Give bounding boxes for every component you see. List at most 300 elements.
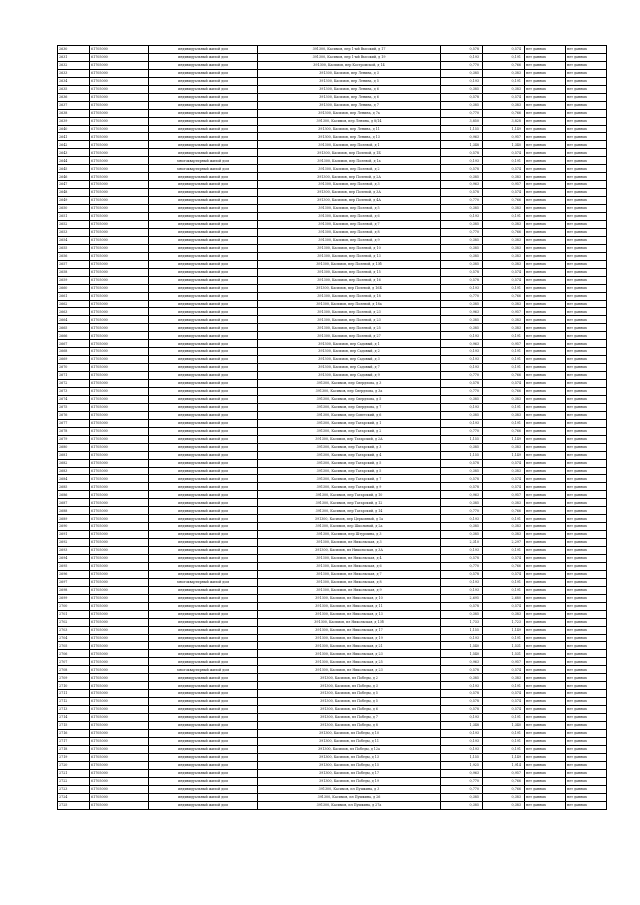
value-2-cell: 0,766 (483, 292, 525, 300)
address-cell: 391300, Касимов, пер Полевой, д 4А (258, 197, 441, 205)
building-type-cell: индивидуальный жилой дом (149, 364, 258, 372)
building-type-cell: индивидуальный жилой дом (149, 586, 258, 594)
note-1-cell: нет данных (525, 149, 566, 157)
note-2-cell: нет данных (566, 578, 607, 586)
table-row (58, 324, 607, 332)
value-2-cell: 0,574 (483, 149, 525, 157)
value-1-cell: 0,770 (441, 785, 483, 793)
building-type-cell: индивидуальный жилой дом (149, 300, 258, 308)
value-2-cell: 0,766 (483, 562, 525, 570)
note-2-cell: нет данных (566, 284, 607, 292)
row-number-cell: 2693 (58, 547, 90, 555)
address-cell: 391300, Касимов, пл Пушкина, д 26 (258, 793, 441, 801)
note-2-cell: нет данных (566, 769, 607, 777)
note-2-cell: нет данных (566, 300, 607, 308)
note-2-cell: нет данных (566, 547, 607, 555)
note-2-cell: нет данных (566, 666, 607, 674)
address-cell: 391300, Касимов, пер Церковный, д 1а (258, 515, 441, 523)
value-1-cell: 0,578 (441, 666, 483, 674)
note-2-cell: нет данных (566, 737, 607, 745)
building-type-cell: индивидуальный жилой дом (149, 555, 258, 563)
note-2-cell: нет данных (566, 157, 607, 165)
value-2-cell: 0,574 (483, 93, 525, 101)
table-row (58, 316, 607, 324)
note-1-cell: нет данных (525, 515, 566, 523)
note-2-cell: нет данных (566, 507, 607, 515)
row-number-cell: 2722 (58, 777, 90, 785)
value-1-cell: 0,193 (441, 356, 483, 364)
building-type-cell: индивидуальный жилой дом (149, 149, 258, 157)
code-cell: 61705000 (90, 578, 149, 586)
note-2-cell: нет данных (566, 777, 607, 785)
address-cell: 391300, Касимов, пл Никольская, д 8 (258, 578, 441, 586)
address-cell: 391300, Касимов, пер Полевой, д 2 (258, 165, 441, 173)
row-number-cell: 2694 (58, 555, 90, 563)
building-type-cell: индивидуальный жилой дом (149, 523, 258, 531)
value-2-cell: 0,574 (483, 475, 525, 483)
code-cell: 61705000 (90, 348, 149, 356)
address-cell: 391300, Касимов, пл Никольская, д 17 (258, 626, 441, 634)
row-number-cell: 2702 (58, 618, 90, 626)
table-row (58, 507, 607, 515)
note-2-cell: нет данных (566, 562, 607, 570)
note-2-cell: нет данных (566, 348, 607, 356)
note-1-cell: нет данных (525, 348, 566, 356)
note-2-cell: нет данных (566, 698, 607, 706)
table-row (58, 618, 607, 626)
row-number-cell: 2682 (58, 459, 90, 467)
code-cell: 61705000 (90, 594, 149, 602)
value-1-cell: 0,193 (441, 586, 483, 594)
value-1-cell: 1,155 (441, 435, 483, 443)
row-number-cell: 2630 (58, 46, 90, 54)
code-cell: 61705000 (90, 451, 149, 459)
note-1-cell: нет данных (525, 729, 566, 737)
value-2-cell: 0,766 (483, 785, 525, 793)
note-2-cell: нет данных (566, 618, 607, 626)
building-type-cell: индивидуальный жилой дом (149, 276, 258, 284)
note-2-cell: нет данных (566, 443, 607, 451)
note-2-cell: нет данных (566, 467, 607, 475)
code-cell: 61705000 (90, 244, 149, 252)
table-row (58, 753, 607, 761)
value-1-cell: 1,155 (441, 626, 483, 634)
value-2-cell: 0,383 (483, 411, 525, 419)
table-row (58, 244, 607, 252)
table-row (58, 666, 607, 674)
note-2-cell: нет данных (566, 93, 607, 101)
building-type-cell: индивидуальный жилой дом (149, 69, 258, 77)
code-cell: 61705000 (90, 252, 149, 260)
code-cell: 61705000 (90, 722, 149, 730)
value-1-cell: 0,385 (441, 205, 483, 213)
code-cell: 61705000 (90, 777, 149, 785)
value-2-cell: 0,574 (483, 459, 525, 467)
address-cell: 391300, Касимов, пл Никольская, д 23 (258, 666, 441, 674)
address-cell: 391300, Касимов, пер 1-ый Высокий, д 17 (258, 46, 441, 54)
code-cell: 61705000 (90, 197, 149, 205)
note-1-cell: нет данных (525, 411, 566, 419)
value-2-cell: 0,574 (483, 666, 525, 674)
row-number-cell: 2692 (58, 539, 90, 547)
note-1-cell: нет данных (525, 443, 566, 451)
note-1-cell: нет данных (525, 793, 566, 801)
address-cell: 391300, Касимов, пл Никольская, д 13 (258, 610, 441, 618)
table-row (58, 173, 607, 181)
code-cell: 61705000 (90, 610, 149, 618)
value-1-cell: 0,193 (441, 737, 483, 745)
value-1-cell: 0,385 (441, 523, 483, 531)
note-2-cell: нет данных (566, 483, 607, 491)
note-1-cell: нет данных (525, 531, 566, 539)
note-1-cell: нет данных (525, 753, 566, 761)
note-1-cell: нет данных (525, 586, 566, 594)
value-2-cell: 0,191 (483, 419, 525, 427)
building-type-cell: многоквартирный жилой дом (149, 157, 258, 165)
building-type-cell: индивидуальный жилой дом (149, 714, 258, 722)
note-1-cell: нет данных (525, 483, 566, 491)
value-2-cell: 0,957 (483, 308, 525, 316)
row-number-cell: 2684 (58, 475, 90, 483)
note-1-cell: нет данных (525, 451, 566, 459)
table-row (58, 332, 607, 340)
value-2-cell: 0,574 (483, 570, 525, 578)
note-2-cell: нет данных (566, 523, 607, 531)
value-1-cell: 1,733 (441, 618, 483, 626)
row-number-cell: 2635 (58, 85, 90, 93)
note-2-cell: нет данных (566, 515, 607, 523)
table-row (58, 292, 607, 300)
address-cell: 391300, Касимов, пл Победы, д 13 (258, 753, 441, 761)
value-2-cell: 0,383 (483, 101, 525, 109)
value-2-cell: 1,723 (483, 618, 525, 626)
code-cell: 61705000 (90, 427, 149, 435)
value-2-cell: 2,297 (483, 539, 525, 547)
value-2-cell: 2,680 (483, 594, 525, 602)
building-type-cell: индивидуальный жилой дом (149, 769, 258, 777)
building-type-cell: индивидуальный жилой дом (149, 729, 258, 737)
note-1-cell: нет данных (525, 690, 566, 698)
value-2-cell: 0,383 (483, 610, 525, 618)
building-type-cell: индивидуальный жилой дом (149, 515, 258, 523)
table-row (58, 165, 607, 173)
note-1-cell: нет данных (525, 189, 566, 197)
note-1-cell: нет данных (525, 324, 566, 332)
value-1-cell: 0,770 (441, 228, 483, 236)
building-type-cell: индивидуальный жилой дом (149, 372, 258, 380)
building-type-cell: индивидуальный жилой дом (149, 419, 258, 427)
code-cell: 61705000 (90, 737, 149, 745)
building-type-cell: индивидуальный жилой дом (149, 507, 258, 515)
address-cell: 391300, Касимов, пер Полевой, д 5 (258, 205, 441, 213)
row-number-cell: 2703 (58, 626, 90, 634)
value-1-cell: 0,963 (441, 658, 483, 666)
value-1-cell: 0,578 (441, 380, 483, 388)
note-2-cell: нет данных (566, 77, 607, 85)
value-1-cell: 0,770 (441, 777, 483, 785)
code-cell: 61705000 (90, 387, 149, 395)
address-cell: 391300, Касимов, пер Полевой, д 16Б (258, 284, 441, 292)
value-1-cell: 1,155 (441, 451, 483, 459)
address-cell: 391300, Касимов, пер Полевой, д 18 (258, 292, 441, 300)
code-cell: 61705000 (90, 674, 149, 682)
address-cell: 391300, Касимов, пер Полевой, д 13б (258, 260, 441, 268)
address-cell: 391300, Касимов, пер Ленина, д 3 (258, 69, 441, 77)
value-2-cell: 0,957 (483, 658, 525, 666)
note-2-cell: нет данных (566, 745, 607, 753)
row-number-cell: 2695 (58, 562, 90, 570)
address-cell: 391300, Касимов, пер Свердлова, д 3а (258, 387, 441, 395)
table-row (58, 85, 607, 93)
note-1-cell: нет данных (525, 777, 566, 785)
note-2-cell: нет данных (566, 101, 607, 109)
value-2-cell: 0,574 (483, 46, 525, 54)
row-number-cell: 2719 (58, 753, 90, 761)
value-1-cell: 0,770 (441, 292, 483, 300)
address-cell: 391300, Касимов, пл Никольская, д 6 (258, 562, 441, 570)
value-1-cell: 0,770 (441, 109, 483, 117)
code-cell: 61705000 (90, 491, 149, 499)
note-1-cell: нет данных (525, 276, 566, 284)
row-number-cell: 2660 (58, 284, 90, 292)
value-2-cell: 0,383 (483, 523, 525, 531)
address-cell: 391300, Касимов, пер Татарский, д 10 (258, 491, 441, 499)
building-type-cell: индивидуальный жилой дом (149, 570, 258, 578)
address-cell: 391300, Касимов, пер Ленина, д 6 (258, 85, 441, 93)
building-type-cell: индивидуальный жилой дом (149, 348, 258, 356)
building-type-cell: индивидуальный жилой дом (149, 539, 258, 547)
address-cell: 391300, Касимов, пл Победы, д 12а (258, 745, 441, 753)
table-row (58, 419, 607, 427)
building-type-cell: индивидуальный жилой дом (149, 650, 258, 658)
note-1-cell: нет данных (525, 181, 566, 189)
value-2-cell: 0,766 (483, 507, 525, 515)
code-cell: 61705000 (90, 570, 149, 578)
housing-table (57, 45, 607, 810)
note-2-cell: нет данных (566, 117, 607, 125)
value-2-cell: 0,766 (483, 427, 525, 435)
row-number-cell: 2666 (58, 332, 90, 340)
note-2-cell: нет данных (566, 340, 607, 348)
row-number-cell: 2676 (58, 411, 90, 419)
building-type-cell: индивидуальный жилой дом (149, 459, 258, 467)
note-2-cell: нет данных (566, 658, 607, 666)
note-1-cell: нет данных (525, 117, 566, 125)
note-2-cell: нет данных (566, 729, 607, 737)
note-1-cell: нет данных (525, 650, 566, 658)
note-2-cell: нет данных (566, 555, 607, 563)
address-cell: 391300, Касимов, пл Победы, д 8 (258, 722, 441, 730)
value-1-cell: 0,963 (441, 340, 483, 348)
value-1-cell: 0,385 (441, 411, 483, 419)
address-cell: 391300, Касимов, пл Никольская, д 4 (258, 555, 441, 563)
table-row (58, 570, 607, 578)
value-2-cell: 1,340 (483, 141, 525, 149)
row-number-cell: 2641 (58, 133, 90, 141)
note-2-cell: нет данных (566, 276, 607, 284)
building-type-cell: индивидуальный жилой дом (149, 284, 258, 292)
code-cell: 61705000 (90, 658, 149, 666)
note-2-cell: нет данных (566, 316, 607, 324)
note-1-cell: нет данных (525, 141, 566, 149)
value-1-cell: 0,963 (441, 181, 483, 189)
row-number-cell: 2701 (58, 610, 90, 618)
note-1-cell: нет данных (525, 77, 566, 85)
row-number-cell: 2711 (58, 690, 90, 698)
table-row (58, 252, 607, 260)
code-cell: 61705000 (90, 125, 149, 133)
code-cell: 61705000 (90, 268, 149, 276)
address-cell: 391300, Касимов, пл Победы, д 19 (258, 777, 441, 785)
note-1-cell: нет данных (525, 682, 566, 690)
note-2-cell: нет данных (566, 793, 607, 801)
note-1-cell: нет данных (525, 722, 566, 730)
address-cell: 391300, Касимов, пл Победы, д 17 (258, 769, 441, 777)
value-1-cell: 0,770 (441, 197, 483, 205)
table-row (58, 109, 607, 117)
note-2-cell: нет данных (566, 499, 607, 507)
address-cell: 391300, Касимов, пер Полевой, д 1а (258, 157, 441, 165)
building-type-cell: индивидуальный жилой дом (149, 387, 258, 395)
row-number-cell: 2698 (58, 586, 90, 594)
building-type-cell: индивидуальный жилой дом (149, 435, 258, 443)
note-2-cell: нет данных (566, 324, 607, 332)
building-type-cell: индивидуальный жилой дом (149, 531, 258, 539)
value-2-cell: 0,574 (483, 483, 525, 491)
address-cell: 391300, Касимов, пер Ленина, д 11 (258, 125, 441, 133)
building-type-cell: индивидуальный жилой дом (149, 125, 258, 133)
building-type-cell: индивидуальный жилой дом (149, 793, 258, 801)
row-number-cell: 2653 (58, 228, 90, 236)
table-row (58, 125, 607, 133)
note-1-cell: нет данных (525, 658, 566, 666)
building-type-cell: индивидуальный жилой дом (149, 109, 258, 117)
value-1-cell: 0,385 (441, 801, 483, 809)
building-type-cell: индивидуальный жилой дом (149, 173, 258, 181)
row-number-cell: 2686 (58, 491, 90, 499)
note-1-cell: нет данных (525, 618, 566, 626)
note-1-cell: нет данных (525, 499, 566, 507)
building-type-cell: индивидуальный жилой дом (149, 475, 258, 483)
code-cell: 61705000 (90, 618, 149, 626)
value-2-cell: 0,766 (483, 109, 525, 117)
address-cell: 391300, Касимов, пл Никольская, д 13б (258, 618, 441, 626)
note-1-cell: нет данных (525, 706, 566, 714)
building-type-cell: индивидуальный жилой дом (149, 785, 258, 793)
value-2-cell: 0,574 (483, 165, 525, 173)
table-row (58, 427, 607, 435)
note-1-cell: нет данных (525, 419, 566, 427)
code-cell: 61705000 (90, 93, 149, 101)
row-number-cell: 2671 (58, 372, 90, 380)
value-2-cell: 1,531 (483, 650, 525, 658)
value-1-cell: 0,578 (441, 165, 483, 173)
row-number-cell: 2648 (58, 189, 90, 197)
address-cell: 391300, Касимов, пер Садовый, д 1 (258, 340, 441, 348)
table-row (58, 658, 607, 666)
note-2-cell: нет данных (566, 53, 607, 61)
address-cell: 391300, Касимов, пер Полевой, д 7 (258, 220, 441, 228)
value-2-cell: 0,766 (483, 372, 525, 380)
value-1-cell: 0,193 (441, 578, 483, 586)
value-2-cell: 0,383 (483, 395, 525, 403)
building-type-cell: индивидуальный жилой дом (149, 356, 258, 364)
row-number-cell: 2633 (58, 69, 90, 77)
table-row (58, 610, 607, 618)
code-cell: 61705000 (90, 523, 149, 531)
building-type-cell: индивидуальный жилой дом (149, 682, 258, 690)
table-row (58, 714, 607, 722)
value-2-cell: 0,383 (483, 793, 525, 801)
note-1-cell: нет данных (525, 507, 566, 515)
value-1-cell: 0,385 (441, 395, 483, 403)
table-row (58, 626, 607, 634)
table-row (58, 213, 607, 221)
table-row (58, 228, 607, 236)
address-cell: 391300, Касимов, пер Полевой, д 15 (258, 268, 441, 276)
building-type-cell: многоквартирный жилой дом (149, 165, 258, 173)
note-1-cell: нет данных (525, 173, 566, 181)
note-1-cell: нет данных (525, 268, 566, 276)
value-1-cell: 0,193 (441, 714, 483, 722)
address-cell: 391300, Касимов, пер Ленина, д 7а (258, 109, 441, 117)
code-cell: 61705000 (90, 634, 149, 642)
value-2-cell: 0,383 (483, 69, 525, 77)
address-cell: 391300, Касимов, пер Татарский, д 7 (258, 475, 441, 483)
table-row (58, 93, 607, 101)
row-number-cell: 2721 (58, 769, 90, 777)
value-2-cell: 0,191 (483, 364, 525, 372)
note-2-cell: нет данных (566, 682, 607, 690)
code-cell: 61705000 (90, 650, 149, 658)
note-2-cell: нет данных (566, 165, 607, 173)
building-type-cell: индивидуальный жилой дом (149, 244, 258, 252)
row-number-cell: 2662 (58, 300, 90, 308)
code-cell: 61705000 (90, 690, 149, 698)
table-row (58, 260, 607, 268)
note-1-cell: нет данных (525, 737, 566, 745)
address-cell: 391300, Касимов, пл Никольская, д 9 (258, 586, 441, 594)
address-cell: 391300, Касимов, пл Победы, д 5 (258, 698, 441, 706)
value-2-cell: 0,383 (483, 467, 525, 475)
row-number-cell: 2716 (58, 729, 90, 737)
note-2-cell: нет данных (566, 435, 607, 443)
row-number-cell: 2632 (58, 61, 90, 69)
address-cell: 391300, Касимов, пер Садовый, д 3 (258, 356, 441, 364)
table-row (58, 220, 607, 228)
row-number-cell: 2707 (58, 658, 90, 666)
code-cell: 61705000 (90, 706, 149, 714)
row-number-cell: 2697 (58, 578, 90, 586)
address-cell: 391300, Касимов, пер Ленина, д 6 (258, 93, 441, 101)
address-cell: 391300, Касимов, пер Садовый, д 9 (258, 372, 441, 380)
value-1-cell: 3,850 (441, 117, 483, 125)
address-cell: 391300, Касимов, пер Татарский, д 4 (258, 451, 441, 459)
table-row (58, 562, 607, 570)
address-cell: 391300, Касимов, пер Садовый, д 7 (258, 364, 441, 372)
value-2-cell: 0,957 (483, 769, 525, 777)
note-1-cell: нет данных (525, 205, 566, 213)
note-2-cell: нет данных (566, 380, 607, 388)
building-type-cell: индивидуальный жилой дом (149, 642, 258, 650)
table-row (58, 69, 607, 77)
table-row (58, 117, 607, 125)
note-1-cell: нет данных (525, 380, 566, 388)
building-type-cell: индивидуальный жилой дом (149, 451, 258, 459)
building-type-cell: индивидуальный жилой дом (149, 117, 258, 125)
note-1-cell: нет данных (525, 459, 566, 467)
row-number-cell: 2681 (58, 451, 90, 459)
